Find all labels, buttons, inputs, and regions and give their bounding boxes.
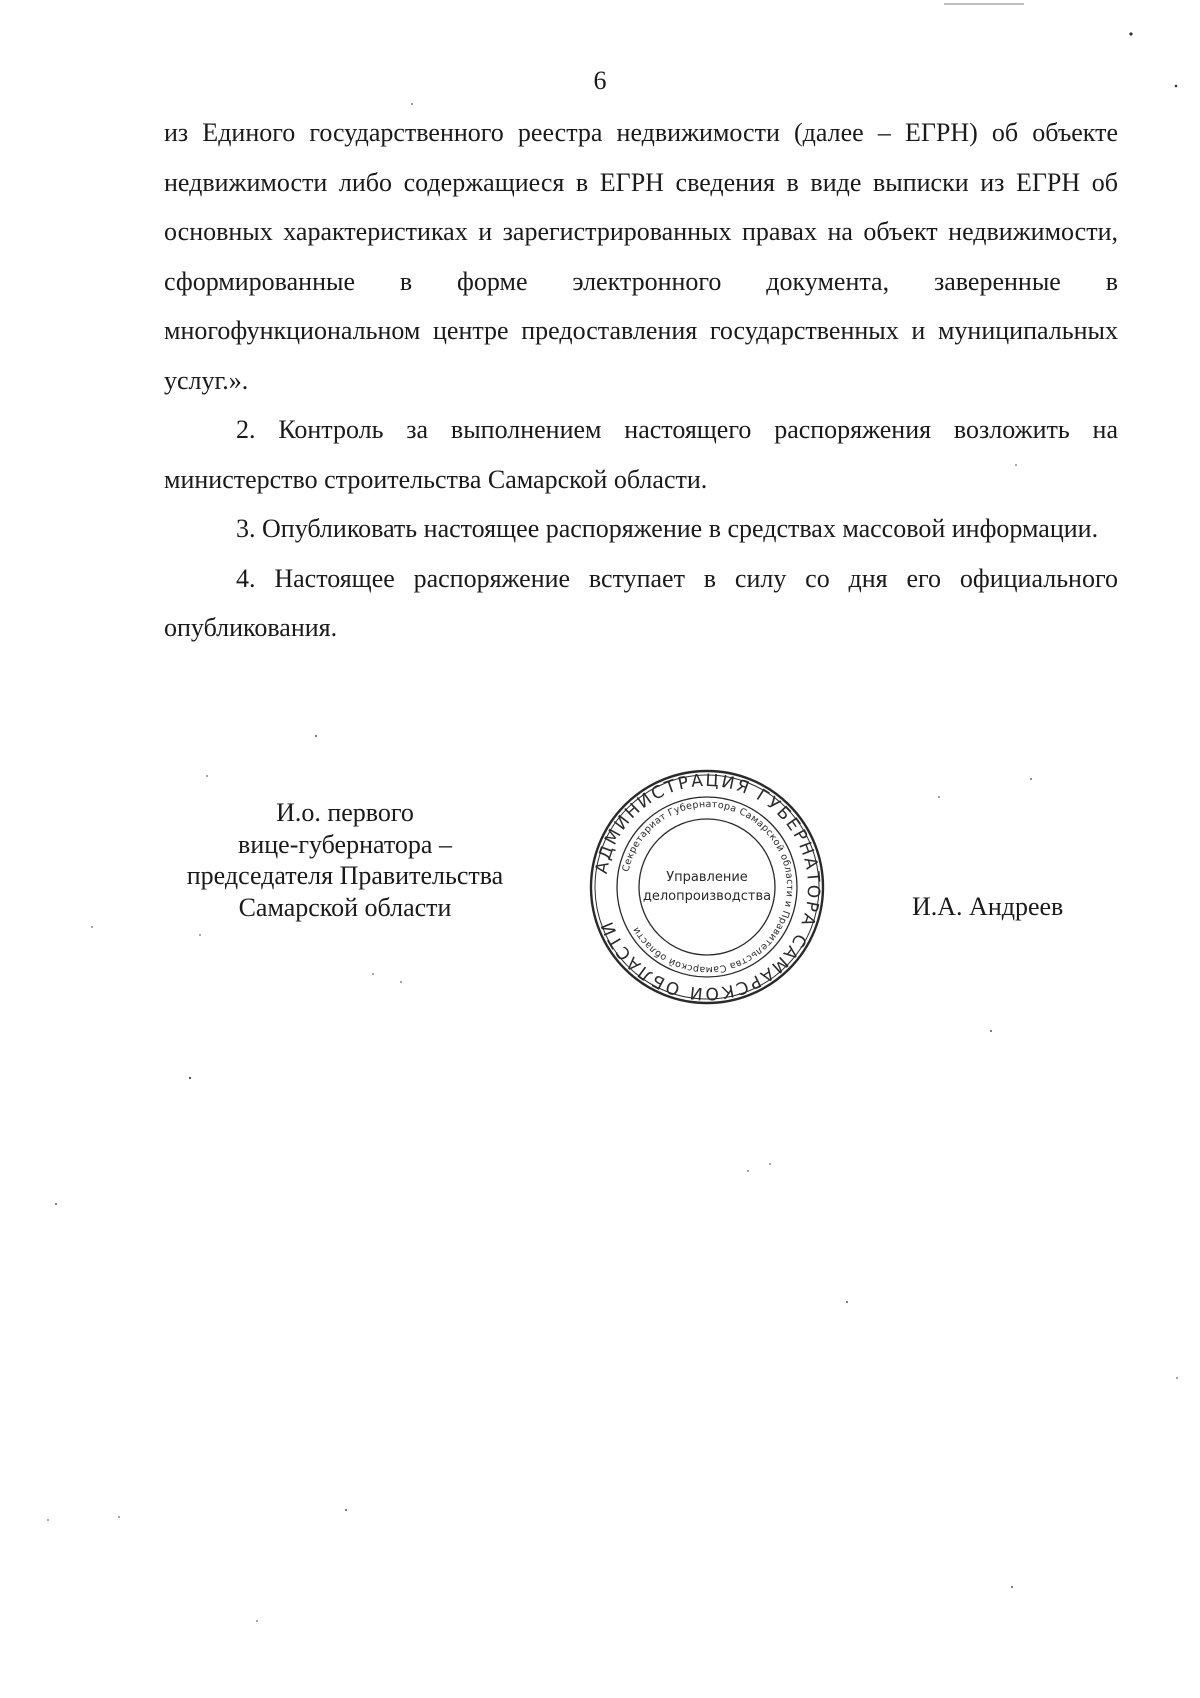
stamp-seal-icon [588, 768, 826, 1006]
paragraph-item-3: 3. Опубликовать настоящее распоряжение в средствах массовой информации. [236, 514, 1099, 543]
page-number: 6 [593, 66, 607, 95]
position-line: И.о. первого [276, 798, 414, 827]
svg-text:Секретариат Губернатора Самарс [621, 799, 795, 975]
position-line: вице-губернатора – [238, 829, 452, 859]
signatory-position [150, 797, 540, 923]
document-body [164, 108, 1118, 653]
signer-name: И.А. Андреев [912, 892, 1064, 921]
stamp-center-line: Управление [666, 870, 748, 885]
official-stamp [588, 768, 826, 1006]
paragraph-continuation: из Единого государственного реестра недвижимости (далее – ЕГРН) об объекте недвижимости либо содержащиеся в ЕГРН сведения в виде выписки из ЕГРН об основных характеристиках и зарегистрированных правах на объект недвижимости, сформированные в форме электронного документа, заверенные в многофункциональном центре предоставления государственных и муниципальных услуг.». [164, 118, 1118, 395]
stamp-center-line: делопроизводства [642, 889, 772, 904]
stamp-outer-text: АДМИНИСТРАЦИЯ ГУБЕРНАТОРА САМАРСКОЙ ОБЛАСТИ [591, 770, 824, 1004]
paragraph-item-2: 2. Контроль за выполнением настоящего распоряжения возложить на министерство строительства Самарской области. [164, 415, 1118, 494]
stamp-inner-text: Секретариат Губернатора Самарской области и Правительства Самарской области [620, 798, 796, 976]
position-line: председателя Правительства [186, 861, 504, 890]
position-line: Самарской области [238, 892, 452, 922]
paragraph-item-4: 4. Настоящее распоряжение вступает в силу со дня его официального опубликования. [164, 563, 1118, 642]
